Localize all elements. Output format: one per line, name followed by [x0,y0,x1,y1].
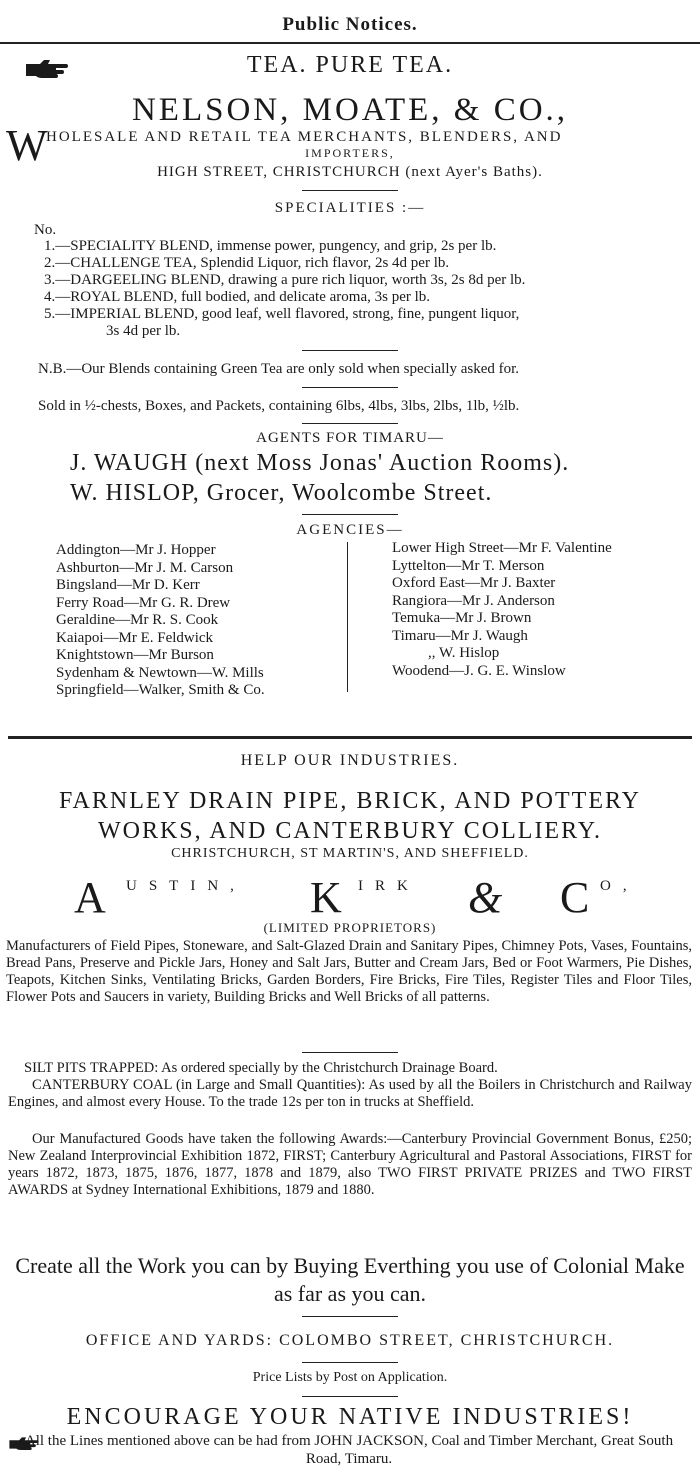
firm-name [74,872,639,922]
agency-entry: Rangiora—Mr J. Anderson [392,592,555,609]
firm-name-part: USTIN, [126,878,246,894]
products-paragraph: Manufacturers of Field Pipes, Stoneware, and Salt-Glazed Drain and Sanitary Pipes, Chimney Pots, Vases, Fountains, Bread Pans, Preserve and Pickle Jars, Honey and Salt Jars, Butter and Cream Jars, Bed or Foot Warmers, Pie Dishes, Teapots, Kitchen Sinks, Ventilating Bricks, Garden Borders, Fire Bricks, Fire Tiles, Register Tiles and Floor Tiles, Flower Pots and Saucers in variety, Building Bricks and Well Bricks of all patterns. [6,938,692,1005]
importers-line: IMPORTERS, [305,146,395,160]
speciality-item: 3.—DARGEELING BLEND, drawing a pure rich liquor, worth 3s, 2s 8d per lb. [44,272,526,288]
agency-entry: Woodend—J. G. E. Winslow [392,662,566,679]
firm-initial: K [310,873,342,922]
speciality-item: 2.—CHALLENGE TEA, Splendid Liquor, rich flavor, 2s 4d per lb. [44,255,450,271]
stockist-footer: All the Lines mentioned above can be had from JOHN JACKSON, Coal and Timber Merchant, Great South Road, Timaru. [24,1433,674,1467]
agency-entry: Ferry Road—Mr G. R. Drew [56,594,231,611]
help-heading: HELP OUR INDUSTRIES. [240,752,460,769]
agency-entry: Kaiapoi—Mr E. Feldwick [56,629,214,646]
speciality-continuation: 3s 4d per lb. [106,323,181,339]
agents-heading: AGENTS FOR TIMARU— [256,430,444,446]
agent-waugh: J. WAUGH (next Moss Jonas' Auction Rooms). [70,450,570,476]
divider-rule [302,387,398,388]
tea-heading: TEA. PURE TEA. [246,52,454,78]
price-lists-note: Price Lists by Post on Application. [252,1370,448,1385]
agencies-left-column [56,542,265,700]
number-label: No. [34,222,57,238]
firm-initial: A [74,873,106,922]
specialities-heading: SPECIALITIES :— [274,200,426,216]
agency-entry: Addington—Mr J. Hopper [56,542,216,558]
create-work-slogan: Create all the Work you can by Buying Everthing you use of Colonial Make as far as you can. [15,1253,685,1306]
masthead-title: Public Notices. [282,14,418,35]
silt-pits-paragraph: SILT PITS TRAPPED: As ordered specially by the Christchurch Drainage Board. [24,1060,498,1076]
agency-entry: Sydenham & Newtown—W. Mills [56,664,264,681]
awards-paragraph: Our Manufactured Goods have taken the following Awards:—Canterbury Provincial Government Bonus, £250; New Zealand Interprovincial Exhibition 1872, FIRST; Canterbury Agricultural and Pastoral Associations, FIRST for years 1872, 1873, 1875, 1876, 1877, 1878 and 1879, also TWO FIRST PRIVATE PRIZES and TWO FIRST AWARDS at Sydney International Exhibitions, 1879 and 1880. [8,1131,692,1198]
agency-entry: Temuka—Mr J. Brown [392,610,532,626]
agency-entry: Lyttelton—Mr T. Merson [392,557,545,574]
encourage-slogan: ENCOURAGE YOUR NATIVE INDUSTRIES! [66,1404,634,1430]
column-divider [347,542,348,692]
agency-entry: ,, W. Hislop [428,645,500,661]
firm-address: HIGH STREET, CHRISTCHURCH (next Ayer's Baths). [157,164,543,180]
masthead-rule [0,42,700,44]
agency-entry: Geraldine—Mr R. S. Cook [56,612,219,628]
works-locations: CHRISTCHURCH, ST MARTIN'S, AND SHEFFIELD. [171,846,529,861]
agencies-heading: AGENCIES— [296,522,404,538]
divider-rule [302,423,398,424]
works-title-line: FARNLEY DRAIN PIPE, BRICK, AND POTTERY [58,788,642,814]
divider-rule [302,1362,398,1363]
divider-rule [302,514,398,515]
works-title [0,786,700,846]
agency-entry: Lower High Street—Mr F. Valentine [392,540,612,556]
divider-rule [302,190,398,191]
agencies-right-column [392,540,612,680]
divider-rule [302,1316,398,1317]
limited-proprietors: (LIMITED PROPRIETORS) [263,920,437,935]
works-title-line: WORKS, AND CANTERBURY COLLIERY. [97,818,603,844]
firm-name-part: O, [600,878,639,894]
firm-name: NELSON, MOATE, & CO., [131,92,569,128]
agency-entry: Timaru—Mr J. Waugh [392,627,528,644]
agency-entry: Ashburton—Mr J. M. Carson [56,559,234,576]
speciality-item: 5.—IMPERIAL BLEND, good leaf, well flavored, strong, fine, pungent liquor, [44,306,520,322]
agency-entry: Springfield—Walker, Smith & Co. [56,682,265,698]
ampersand: & [468,873,503,922]
agency-entry: Knightstown—Mr Burson [56,647,214,663]
advertisement-separator [8,736,692,739]
agency-entry: Oxford East—Mr J. Baxter [392,575,556,591]
coal-paragraph: CANTERBURY COAL (in Large and Small Quantities): As used by all the Boilers in Christchurch and Railway Engines, and almost every House. To the trade 12s per ton in trucks at Sheffield. [8,1077,692,1110]
firm-initial: C [560,873,590,922]
agent-hislop: W. HISLOP, Grocer, Woolcombe Street. [70,480,493,506]
drop-cap: W [6,121,48,170]
divider-rule [302,1396,398,1397]
divider-rule [302,1052,398,1053]
note-green-tea: N.B.—Our Blends containing Green Tea are only sold when specially asked for. [38,361,520,377]
packaging-note: Sold in ½-chests, Boxes, and Packets, containing 6lbs, 4lbs, 3lbs, 2lbs, 1lb, ½lb. [38,398,520,414]
speciality-item: 1.—SPECIALITY BLEND, immense power, pungency, and grip, 2s per lb. [44,238,497,254]
office-address: OFFICE AND YARDS: COLOMBO STREET, CHRISTCHURCH. [85,1332,615,1349]
agency-entry: Bingsland—Mr D. Kerr [56,577,200,593]
firm-name-part: IRK [358,878,420,894]
business-description: HOLESALE AND RETAIL TEA MERCHANTS, BLENDERS, AND [46,129,563,145]
speciality-item: 4.—ROYAL BLEND, full bodied, and delicate aroma, 3s per lb. [44,289,431,305]
divider-rule [302,350,398,351]
